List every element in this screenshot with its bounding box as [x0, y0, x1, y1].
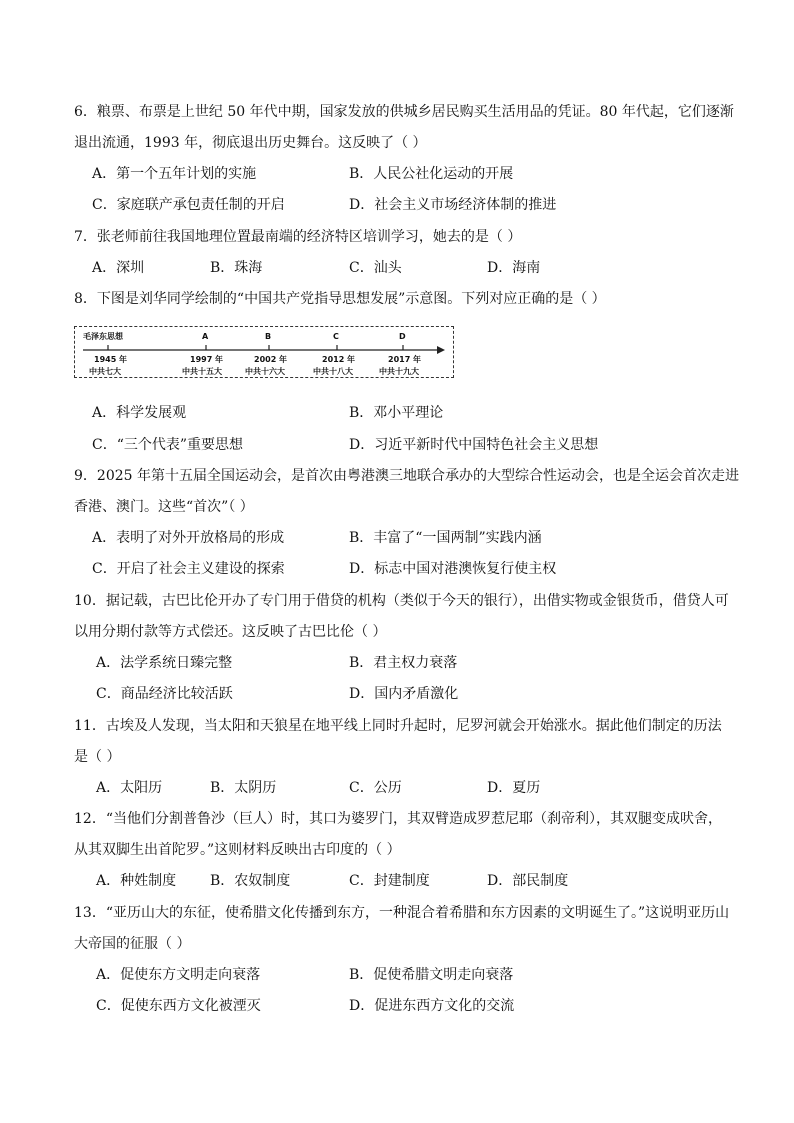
q13-option-c: C．促使东西方文化被湮灭	[96, 998, 261, 1014]
q9-option-c: C．开启了社会主义建设的探索	[92, 561, 285, 577]
timeline-year: 2002 年	[254, 355, 288, 364]
timeline-congress: 中共十六大	[245, 367, 285, 376]
timeline-year: 1945 年	[94, 355, 128, 364]
q6-option-c: C．家庭联产承包责任制的开启	[92, 197, 285, 213]
q13-stem-line1: 13．“亚历山大的东征，使希腊文化传播到东方，一种混合着希腊和东方因素的文明诞生了。”这说明亚历山	[74, 905, 730, 921]
timeline-congress: 中共十五大	[182, 367, 222, 376]
q6-stem-line1: 6．粮票、布票是上世纪 50 年代中期，国家发放的供城乡居民购买生活用品的凭证。80 年代起，它们逐渐	[74, 104, 734, 120]
q7-option-c: C．汕头	[349, 260, 402, 276]
timeline-year: 2012 年	[322, 355, 356, 364]
q9-option-b: B．丰富了“一国两制”实践内涵	[349, 530, 542, 546]
q12-stem-line2: 从其双脚生出首陀罗。”这则材料反映出古印度的（ ）	[74, 842, 401, 858]
q11-option-c: C．公历	[349, 780, 402, 796]
q8-option-a: A．科学发展观	[92, 405, 187, 421]
q6-option-b: B．人民公社化运动的开展	[349, 166, 514, 182]
q12-option-d: D．部民制度	[487, 873, 569, 889]
q13-option-d: D．促进东西方文化的交流	[349, 998, 515, 1014]
timeline-letter-b: B	[265, 332, 272, 341]
q12-option-a: A．种姓制度	[96, 873, 177, 889]
timeline-letter-d: D	[399, 332, 406, 341]
q9-option-a: A．表明了对外开放格局的形成	[92, 530, 285, 546]
q6-option-a: A．第一个五年计划的实施	[92, 166, 257, 182]
q7-option-b: B．珠海	[210, 260, 263, 276]
q8-option-d: D．习近平新时代中国特色社会主义思想	[349, 437, 599, 453]
q10-stem-line1: 10．据记载，古巴比伦开办了专门用于借贷的机构（类似于今天的银行），出借实物或金银货币，借贷人可	[74, 593, 729, 609]
q11-stem-line1: 11．古埃及人发现，当太阳和天狼星在地平线上同时升起时，尼罗河就会开始涨水。据此他们制定的历法	[74, 718, 722, 734]
q9-stem-line2: 香港、澳门。这些“首次”（ ）	[74, 499, 254, 515]
timeline-start-label: 毛泽东思想	[83, 332, 123, 341]
q11-stem-line2: 是（ ）	[74, 749, 121, 765]
q13-option-a: A．促使东方文明走向衰落	[96, 967, 261, 983]
q7-stem-line1: 7．张老师前往我国地理位置最南端的经济特区培训学习，她去的是（ ）	[74, 229, 522, 245]
timeline-congress: 中共七大	[89, 367, 121, 376]
q7-option-d: D．海南	[487, 260, 541, 276]
q12-option-b: B．农奴制度	[210, 873, 291, 889]
q13-stem-line2: 大帝国的征服（ ）	[74, 936, 191, 952]
timeline-congress: 中共十八大	[313, 367, 353, 376]
q8-option-b: B．邓小平理论	[349, 405, 444, 421]
q7-option-a: A．深圳	[92, 260, 145, 276]
q9-option-d: D．标志中国对港澳恢复行使主权	[349, 561, 557, 577]
timeline-figure	[74, 326, 454, 378]
timeline-congress: 中共十九大	[379, 367, 419, 376]
q11-option-b: B．太阴历	[210, 780, 277, 796]
timeline-letter-a: A	[202, 332, 209, 341]
q8-option-c: C．“三个代表”重要思想	[92, 437, 244, 453]
q9-stem-line1: 9．2025 年第十五届全国运动会，是首次由粤港澳三地联合承办的大型综合性运动会，也是全运会首次走进	[74, 468, 739, 484]
q12-stem-line1: 12．“当他们分割普鲁沙（巨人）时，其口为婆罗门，其双臂造成罗惹尼耶（刹帝利），其双腿变成吠舍，	[74, 811, 722, 827]
q10-stem-line2: 以用分期付款等方式偿还。这反映了古巴比伦（ ）	[74, 624, 387, 640]
q6-option-d: D．社会主义市场经济体制的推进	[349, 197, 557, 213]
timeline-year: 1997 年	[190, 355, 224, 364]
q6-stem-line2: 退出流通，1993 年，彻底退出历史舞台。这反映了（ ）	[74, 135, 427, 151]
q10-option-a: A．法学系统日臻完整	[96, 655, 233, 671]
timeline-letter-c: C	[333, 332, 339, 341]
q13-option-b: B．促使希腊文明走向衰落	[349, 967, 514, 983]
q10-option-d: D．国内矛盾激化	[349, 686, 459, 702]
timeline-year: 2017 年	[388, 355, 422, 364]
q11-option-a: A．太阳历	[96, 780, 163, 796]
q11-option-d: D．夏历	[487, 780, 541, 796]
q8-stem-line1: 8．下图是刘华同学绘制的“中国共产党指导思想发展”示意图。下列对应正确的是（ ）	[74, 291, 606, 307]
q10-option-c: C．商品经济比较活跃	[96, 686, 233, 702]
q12-option-c: C．封建制度	[349, 873, 430, 889]
q10-option-b: B．君主权力衰落	[349, 655, 458, 671]
